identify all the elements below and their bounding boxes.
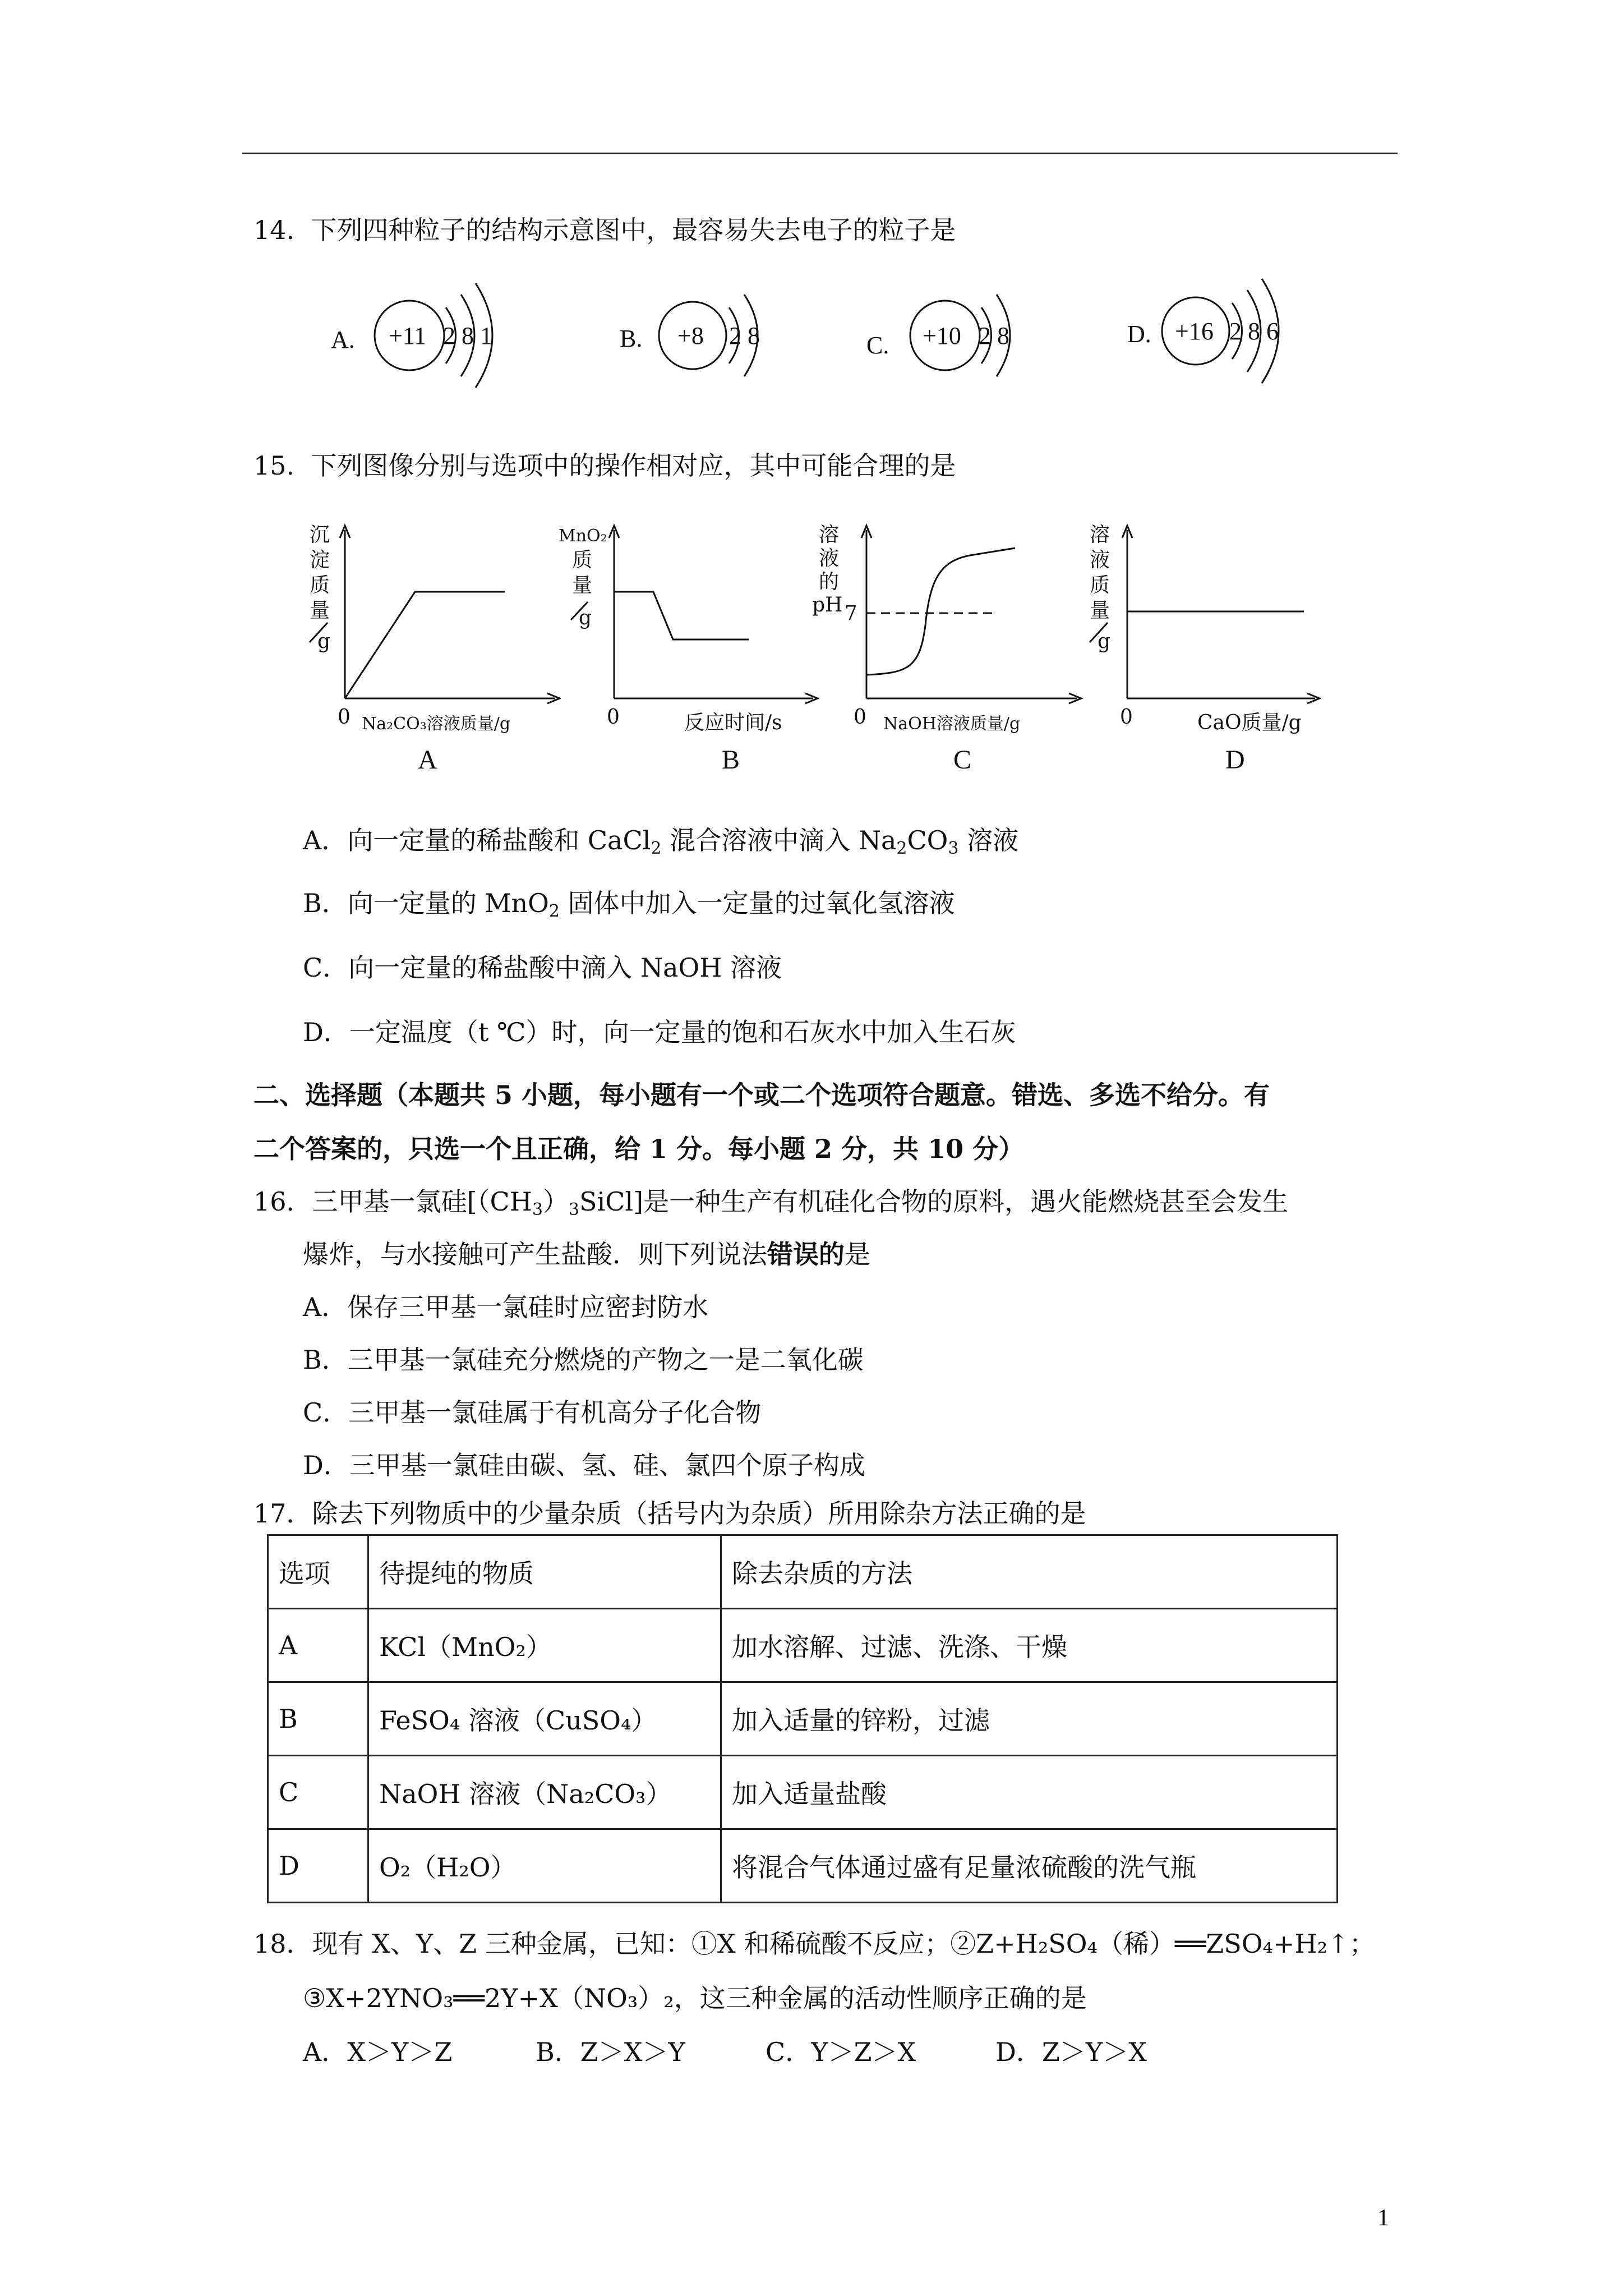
row-method: 加入适量盐酸 xyxy=(721,1756,1338,1829)
graph-c xyxy=(808,513,1088,785)
svg-text:液: 液 xyxy=(1090,549,1110,572)
header-option: 选项 xyxy=(268,1535,368,1609)
svg-text:沉: 沉 xyxy=(310,523,330,546)
table-row xyxy=(268,1682,1338,1756)
svg-text:D: D xyxy=(1225,745,1245,775)
svg-text:质: 质 xyxy=(572,549,593,572)
row-option: D xyxy=(268,1829,368,1903)
svg-text:Na₂CO₃溶液质量/g: Na₂CO₃溶液质量/g xyxy=(362,714,511,734)
svg-text:CaO质量/g: CaO质量/g xyxy=(1197,711,1302,734)
svg-text:2 8 1: 2 8 1 xyxy=(443,322,492,349)
q17-stem: 17．除去下列物质中的少量杂质（括号内为杂质）所用除杂方法正确的是 xyxy=(253,1498,1086,1529)
q15-option-a: A．向一定量的稀盐酸和 CaCl$_2$ 混合溶液中滴入 $Na_2CO_3$ 溶液 xyxy=(303,825,1019,858)
q18-stem-line2: ③X+2YNO₃══2Y+X（NO₃）₂，这三种金属的活动性顺序正确的是 xyxy=(303,1983,1087,2013)
row-method: 将混合气体通过盛有足量浓硫酸的洗气瓶 xyxy=(721,1829,1338,1903)
header-substance: 待提纯的物质 xyxy=(368,1535,721,1609)
svg-text:pH: pH xyxy=(812,593,843,616)
svg-text:+8: +8 xyxy=(677,322,704,349)
svg-text:淀: 淀 xyxy=(310,549,330,572)
svg-text:0: 0 xyxy=(854,706,866,729)
q15-option-b: B．向一定量的 MnO$_2$ 固体中加入一定量的过氧化氢溶液 xyxy=(303,888,955,921)
q18-option-a: A．X＞Y＞Z xyxy=(303,2037,453,2067)
atom-diagram-a xyxy=(331,264,510,409)
svg-text:溶: 溶 xyxy=(819,523,840,546)
svg-text:g: g xyxy=(579,606,592,629)
svg-text:量: 量 xyxy=(310,599,330,622)
svg-text:B.: B. xyxy=(620,325,643,352)
svg-text:量: 量 xyxy=(572,574,593,597)
graph-b xyxy=(555,513,819,785)
q16-option-b: B．三甲基一氯硅充分燃烧的产物之一是二氧化碳 xyxy=(303,1345,864,1375)
header-method: 除去杂质的方法 xyxy=(721,1535,1338,1609)
table-row xyxy=(268,1829,1338,1903)
impurity-removal-table xyxy=(267,1534,1338,1903)
header-rule xyxy=(242,153,1398,154)
table-header-row xyxy=(268,1535,1338,1609)
row-substance: O₂（H₂O） xyxy=(368,1829,721,1903)
svg-text:量: 量 xyxy=(1090,599,1110,622)
graph-a xyxy=(303,513,561,785)
svg-text:0: 0 xyxy=(1120,706,1133,729)
row-method: 加入适量的锌粉，过滤 xyxy=(721,1682,1338,1756)
svg-text:2 8: 2 8 xyxy=(729,322,760,349)
svg-text:+10: +10 xyxy=(923,322,961,349)
table-row xyxy=(268,1609,1338,1682)
svg-text:C.: C. xyxy=(866,332,889,359)
q18-option-b: B．Z＞X＞Y xyxy=(536,2037,685,2067)
svg-text:B: B xyxy=(722,745,740,775)
svg-text:溶: 溶 xyxy=(1090,523,1110,546)
q18-option-d: D．Z＞Y＞X xyxy=(995,2037,1147,2067)
svg-text:g: g xyxy=(1098,630,1111,653)
row-substance: KCl（MnO₂） xyxy=(368,1609,721,1682)
svg-text:7: 7 xyxy=(845,602,857,625)
section-2-heading-line1: 二、选择题（本题共 5 小题，每小题有一个或二个选项符合题意。错选、多选不给分。有 xyxy=(253,1080,1270,1110)
section-2-heading-line2: 二个答案的，只选一个且正确，给 1 分。每小题 2 分，共 10 分） xyxy=(253,1134,1025,1164)
svg-text:2 8 6: 2 8 6 xyxy=(1229,318,1279,345)
svg-text:0: 0 xyxy=(338,706,351,729)
q16-stem-line2: 爆炸，与水接触可产生盐酸．则下列说法错误的是 xyxy=(303,1239,870,1269)
svg-text:MnO₂: MnO₂ xyxy=(559,526,607,546)
q18-option-c: C．Y＞Z＞X xyxy=(766,2037,916,2067)
svg-text:+11: +11 xyxy=(389,322,427,349)
svg-text:液: 液 xyxy=(819,547,840,570)
svg-text:A.: A. xyxy=(331,326,355,353)
svg-text:0: 0 xyxy=(607,706,620,729)
q18-stem-line1: 18．现有 X、Y、Z 三种金属，已知：①X 和稀硫酸不反应；②Z+H₂SO₄（稀）══ZSO₄+H₂↑； xyxy=(253,1929,1375,1959)
atom-diagram-c xyxy=(866,264,1035,409)
q16-option-c: C．三甲基一氯硅属于有机高分子化合物 xyxy=(303,1397,762,1428)
row-method: 加水溶解、过滤、洗涤、干燥 xyxy=(721,1609,1338,1682)
svg-text:D.: D. xyxy=(1127,320,1151,348)
atom-diagram-b xyxy=(620,264,788,409)
atom-diagram-d xyxy=(1127,264,1312,409)
q15-option-d: D．一定温度（t ℃）时，向一定量的饱和石灰水中加入生石灰 xyxy=(303,1017,1016,1047)
row-option: C xyxy=(268,1756,368,1829)
row-substance: NaOH 溶液（Na₂CO₃） xyxy=(368,1756,721,1829)
graph-d xyxy=(1085,513,1321,785)
svg-text:g: g xyxy=(317,630,331,653)
svg-text:2 8: 2 8 xyxy=(979,322,1009,349)
q16-option-a: A．保存三甲基一氯硅时应密封防水 xyxy=(303,1292,709,1322)
page-number: 1 xyxy=(1377,2205,1389,2231)
row-substance: FeSO₄ 溶液（CuSO₄） xyxy=(368,1682,721,1756)
q15-stem: 15. 下列图像分别与选项中的操作相对应，其中可能合理的是 xyxy=(253,450,956,481)
svg-text:NaOH溶液质量/g: NaOH溶液质量/g xyxy=(883,714,1021,734)
svg-text:质: 质 xyxy=(310,574,330,597)
row-option: B xyxy=(268,1682,368,1756)
row-option: A xyxy=(268,1609,368,1682)
q14-stem: 14. 下列四种粒子的结构示意图中，最容易失去电子的粒子是 xyxy=(253,215,956,245)
svg-text:质: 质 xyxy=(1090,574,1110,597)
q16-stem-line1: 16．三甲基一氯硅$[(CH_3)_3SiCl]$是一种生产有机硅化合物的原料，遇火能燃烧甚至会发生 xyxy=(253,1186,1289,1220)
svg-text:反应时间/s: 反应时间/s xyxy=(684,711,782,734)
svg-text:+16: +16 xyxy=(1175,318,1214,345)
svg-text:A: A xyxy=(418,745,437,775)
q15-option-c: C．向一定量的稀盐酸中滴入 NaOH 溶液 xyxy=(303,953,782,983)
table-row xyxy=(268,1756,1338,1829)
svg-text:C: C xyxy=(953,745,972,775)
svg-text:的: 的 xyxy=(819,570,840,593)
q16-option-d: D．三甲基一氯硅由碳、氢、硅、氯四个原子构成 xyxy=(303,1450,865,1480)
